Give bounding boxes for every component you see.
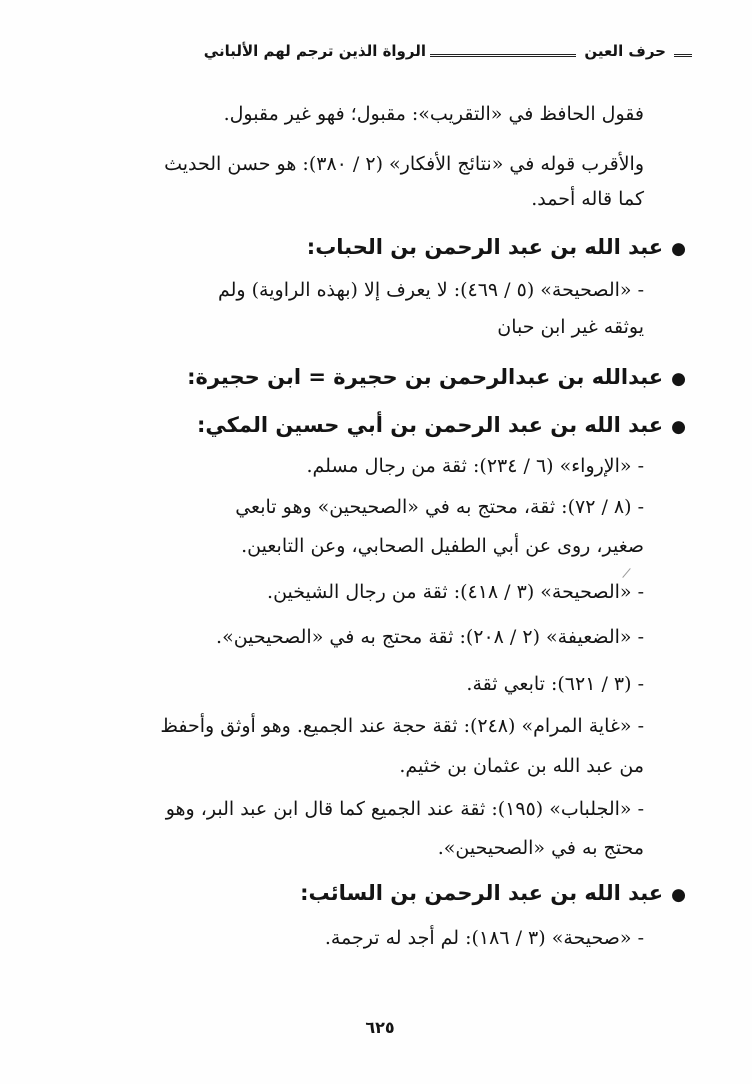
header-rule-right: [674, 54, 692, 57]
entry-heading: [307, 232, 686, 264]
text-line: - (٣ / ٦٢١): تابعي ثقة.: [466, 673, 644, 695]
text-line: فقول الحافظ في «التقريب»: مقبول؛ فهو غير مقبول.: [223, 103, 644, 125]
header-book-title: الرواة الذين ترجم لهم الألباني: [203, 42, 426, 60]
text-line: - «الضعيفة» (٢ / ٢٠٨): ثقة محتج به في «الصحيحين».: [216, 626, 644, 648]
text-line: من عبد الله بن عثمان بن خثيم.: [399, 755, 644, 777]
header-section-title: حرف العين: [584, 42, 666, 60]
text-line: والأقرب قوله في «نتائج الأفكار» (٢ / ٣٨٠): هو حسن الحديث: [164, 153, 644, 175]
text-line: - «الصحيحة» (٥ / ٤٦٩): لا يعرف إلا (بهذه الراوية) ولم: [217, 279, 644, 301]
text-line: محتج به في «الصحيحين».: [437, 837, 644, 859]
entry-heading: [197, 410, 686, 442]
entry-heading-text: عبد الله بن عبد الرحمن بن السائب:: [300, 881, 664, 905]
entry-heading-text: عبد الله بن عبد الرحمن بن أبي حسين المكي:: [197, 413, 664, 437]
text-line: - (٨ / ٧٢): ثقة، محتج به في «الصحيحين» وهو تابعي: [235, 496, 644, 518]
page-number: ٦٢٥: [365, 1018, 395, 1037]
entry-heading: [187, 362, 686, 394]
text-line: - «الصحيحة» (٣ / ٤١٨): ثقة من رجال الشيخين.: [267, 581, 644, 603]
bullet-icon: ●: [671, 369, 686, 389]
header-rule-middle: [430, 54, 576, 57]
entry-heading: [300, 878, 686, 910]
text-line: - «صحيحة» (٣ / ١٨٦): لم أجد له ترجمة.: [324, 927, 644, 949]
running-header: [64, 40, 692, 70]
text-line: يوثقه غير ابن حبان: [497, 316, 644, 338]
stray-pen-mark: [622, 568, 630, 578]
text-line: صغير، روى عن أبي الطفيل الصحابي، وعن التابعين.: [241, 535, 644, 557]
bullet-icon: ●: [671, 239, 686, 259]
bullet-icon: ●: [671, 417, 686, 437]
text-line: كما قاله أحمد.: [531, 188, 644, 210]
text-line: - «الإرواء» (٦ / ٢٣٤): ثقة من رجال مسلم.: [306, 455, 644, 477]
text-line: - «الجلباب» (١٩٥): ثقة عند الجميع كما قال ابن عبد البر، وهو: [165, 798, 644, 820]
entry-heading-text: عبد الله بن عبد الرحمن بن الحباب:: [306, 235, 664, 259]
bullet-icon: ●: [671, 885, 686, 905]
text-line: - «غاية المرام» (٢٤٨): ثقة حجة عند الجميع. وهو أوثق وأحفظ: [160, 715, 644, 737]
entry-heading-text: عبدالله بن عبدالرحمن بن حجيرة = ابن حجيرة:: [187, 365, 664, 389]
